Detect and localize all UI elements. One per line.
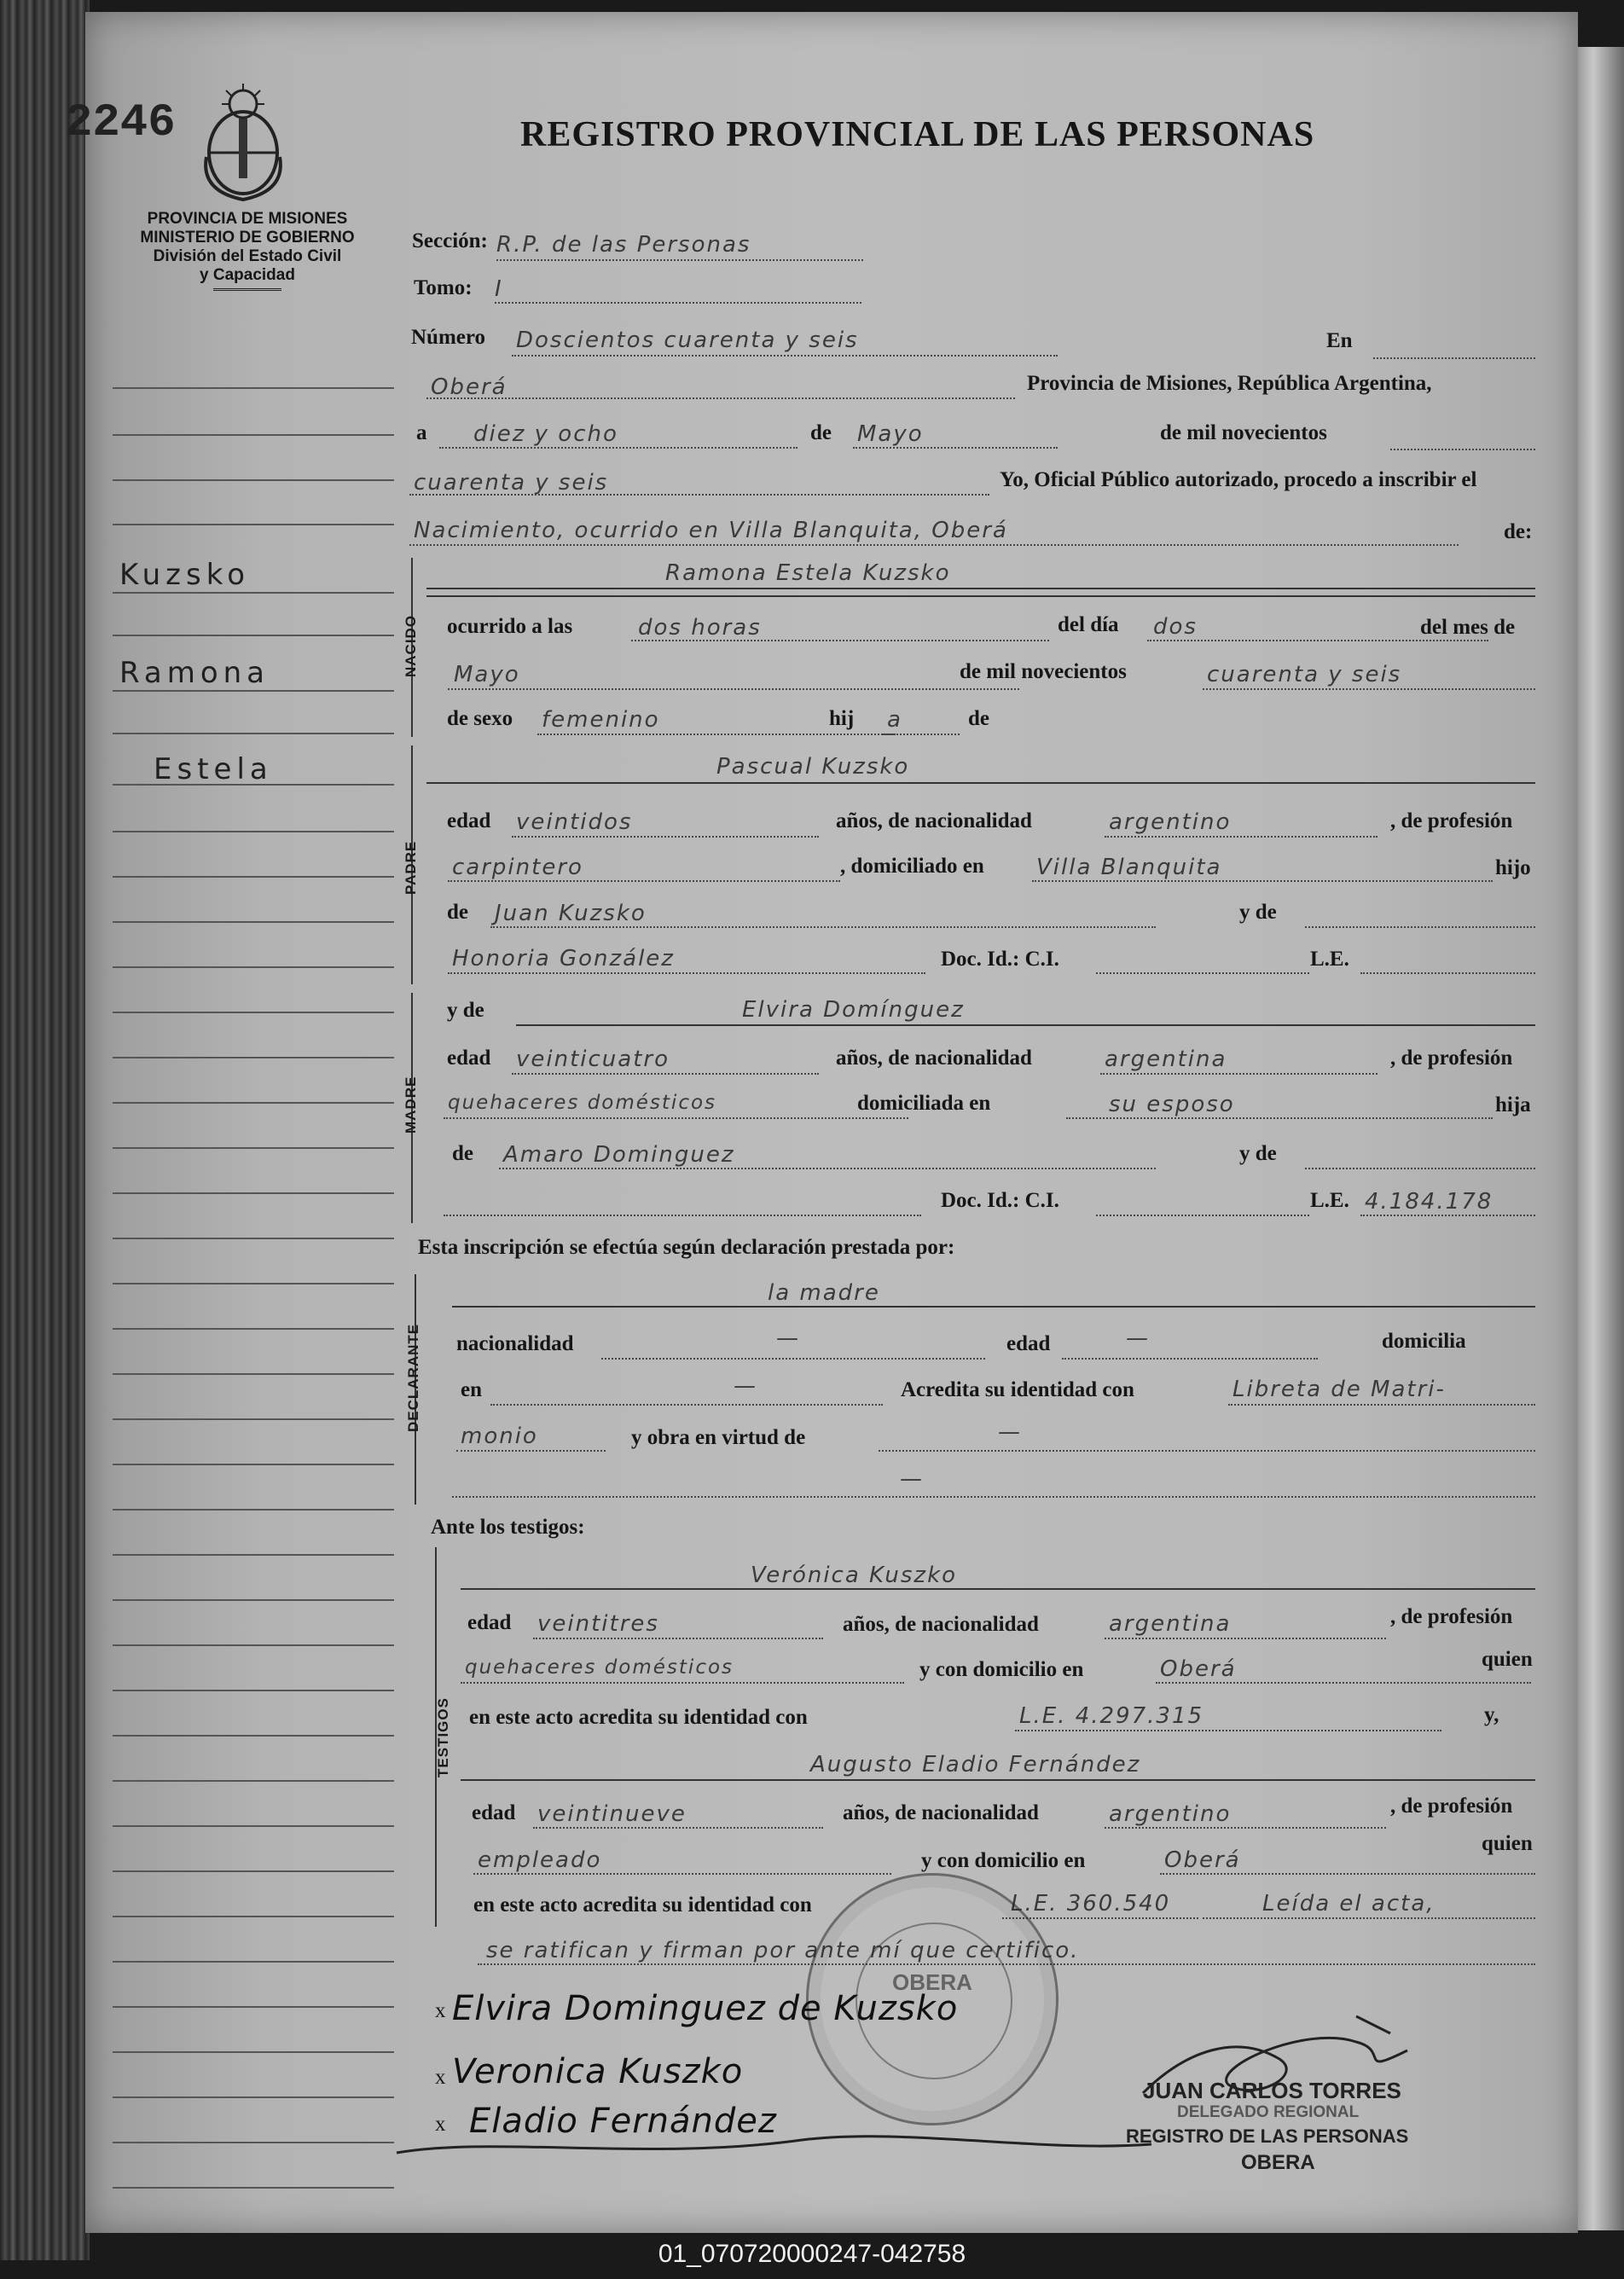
signature-1: Elvira Dominguez de Kuzsko (452, 1989, 959, 2028)
t1-quien-label: quien (1482, 1648, 1533, 1671)
hour-value: dos horas (638, 615, 762, 641)
ocurrido-label: ocurrido a las (447, 615, 573, 638)
t1-dom-value: Oberá (1160, 1656, 1237, 1682)
birth-month-line (448, 688, 1019, 690)
day-line (439, 447, 798, 449)
birth-day-value: dos (1153, 614, 1198, 640)
nacido-year-value: cuarenta y seis (1207, 662, 1402, 687)
madre-nac-value: argentina (1105, 1047, 1227, 1072)
margin-rule (113, 690, 394, 692)
padre-nac-line (1105, 836, 1378, 838)
t1-name-line (461, 1588, 1535, 1590)
agency-ministry: MINISTERIO DE GOBIERNO (140, 229, 355, 246)
t2-domicilio-label: y con domicilio en (921, 1849, 1086, 1872)
declarante-nac-dash: — (776, 1325, 800, 1351)
birth-day-line (1147, 640, 1488, 641)
signature-flourish-icon (392, 2119, 1160, 2170)
margin-rule (113, 2187, 394, 2189)
tomo-value: I (495, 276, 503, 302)
hij-line (883, 734, 960, 735)
agency-header (102, 210, 392, 291)
a-label: a (416, 421, 427, 444)
month-value: Mayo (857, 421, 924, 447)
margin-rule (113, 1735, 394, 1737)
t2-prof-line (473, 1873, 891, 1875)
margin-rule (113, 1238, 394, 1239)
padre-mother-value: Honoria González (452, 946, 675, 971)
margin-rule (113, 1057, 394, 1058)
declaracion-text: Esta inscripción se efectúa según declaración prestada por: (418, 1236, 955, 1259)
t2-prof-value: empleado (478, 1847, 602, 1873)
agency-province: PROVINCIA DE MISIONES (147, 210, 348, 228)
numero-value: Doscientos cuarenta y seis (516, 328, 859, 353)
margin-rule (113, 1690, 394, 1691)
numero-line (512, 355, 1058, 357)
obra-line (879, 1450, 1535, 1452)
madre-father-value: Amaro Dominguez (503, 1142, 735, 1168)
padre-edad-line (512, 836, 819, 838)
book-binding-edge (0, 0, 90, 2260)
year-line (1390, 449, 1535, 450)
acredita-label: Acredita su identidad con (901, 1378, 1134, 1401)
t2-profesion-label: , de profesión (1390, 1795, 1513, 1818)
madre-name: Elvira Domínguez (742, 997, 965, 1023)
seccion-value: R.P. de las Personas (496, 232, 751, 258)
padre-edad-label: edad (447, 809, 491, 832)
obra-line2 (452, 1496, 1535, 1498)
margin-rule (113, 1283, 394, 1284)
madre-y-de2-line (1305, 1168, 1535, 1169)
declarante-edad-line (1062, 1358, 1318, 1360)
padre-y-de-label: y de (1239, 901, 1277, 924)
en-label: En (1326, 329, 1353, 352)
obra-label: y obra en virtud de (631, 1426, 806, 1449)
padre-domicilio-line (1032, 880, 1493, 882)
t2-nac-value: argentino (1109, 1801, 1232, 1827)
t2-quien-label: quien (1482, 1832, 1533, 1855)
place-line (426, 397, 1015, 399)
sig2-prefix: x (435, 2066, 446, 2089)
madre-doc-label: Doc. Id.: C.I. (941, 1189, 1059, 1212)
nacido-year-line (1203, 688, 1535, 690)
t1-edad-line (533, 1638, 823, 1639)
margin-rule (113, 1373, 394, 1375)
t1-y-label: y, (1484, 1703, 1499, 1726)
padre-le-line (1360, 972, 1535, 974)
year-value: cuarenta y seis (414, 470, 609, 496)
declarante-en-dash: — (734, 1373, 757, 1399)
madre-y-de2-label: y de (1239, 1142, 1277, 1165)
madre-edad-label: edad (447, 1047, 491, 1070)
t2-name-line (461, 1779, 1535, 1781)
margin-rule (113, 733, 394, 734)
t1-name: Verónica Kuszko (751, 1563, 958, 1588)
padre-section-label: PADRE (403, 840, 419, 895)
madre-domicilio-line (1066, 1117, 1493, 1119)
margin-rule (113, 479, 394, 481)
image-id-caption: 01_070720000247-042758 (658, 2240, 966, 2268)
document-number: 2246 (65, 97, 176, 149)
t1-prof-value: quehaceres domésticos (465, 1656, 734, 1679)
madre-domicilio-label: domiciliada en (857, 1092, 991, 1115)
margin-rule (113, 784, 394, 786)
madre-le-value: 4.184.178 (1365, 1189, 1494, 1215)
padre-nac-value: argentino (1109, 809, 1232, 835)
seccion-line (496, 259, 863, 261)
event-value: Nacimiento, ocurrido en Villa Blanquita, Oberá (414, 518, 1008, 543)
nacido-de-label: de (968, 707, 989, 730)
t1-anos-label: años, de nacionalidad (843, 1613, 1039, 1636)
madre-profesion-label: , de profesión (1390, 1047, 1513, 1070)
margin-rule (113, 1102, 394, 1104)
margin-rule (113, 2142, 394, 2143)
register-page (65, 12, 1578, 2233)
t2-edad-value: veintinueve (537, 1801, 687, 1827)
nacido-name-line2 (426, 595, 1535, 597)
t1-nac-value: argentina (1109, 1611, 1232, 1637)
nacido-section-label: NACIDO (403, 614, 419, 677)
padre-de-label: de (447, 901, 468, 924)
madre-edad-value: veinticuatro (516, 1047, 670, 1072)
declarante-section-label: DECLARANTE (405, 1323, 421, 1432)
agency-underline (213, 288, 281, 291)
padre-edad-value: veintidos (516, 809, 633, 835)
margin-rule (113, 831, 394, 832)
declarante-nac-line (601, 1358, 985, 1360)
margin-rule (113, 1916, 394, 1917)
year-prefix: de mil novecientos (1160, 421, 1327, 444)
padre-hijo-label: hijo (1495, 856, 1531, 879)
madre-name-line (516, 1024, 1535, 1026)
birth-month-value: Mayo (454, 662, 520, 687)
padre-mother-line (448, 972, 925, 974)
margin-rule (113, 966, 394, 968)
padre-le-label: L.E. (1310, 948, 1349, 971)
t1-id-value: L.E. 4.297.315 (1019, 1703, 1204, 1729)
coat-of-arms-icon (196, 80, 290, 208)
month-line (853, 447, 1058, 449)
madre-hija-label: hija (1495, 1093, 1531, 1116)
madre-doc-line (1096, 1215, 1309, 1216)
agency-division: División del Estado Civil (153, 247, 342, 265)
numero-label: Número (411, 326, 486, 349)
t2-acredita-label: en este acto acredita su identidad con (473, 1893, 812, 1917)
en-line (1373, 357, 1535, 359)
t1-profesion-label: , de profesión (1390, 1605, 1513, 1628)
declarante-domicilia-label: domicilia (1382, 1330, 1466, 1353)
madre-domicilio-value: su esposo (1109, 1092, 1235, 1117)
day-value: diez y ocho (473, 421, 618, 447)
t1-prof-line (461, 1682, 904, 1684)
sig1-prefix: x (435, 1999, 446, 2022)
madre-le-line (1360, 1215, 1535, 1216)
margin-rule (113, 1599, 394, 1601)
margin-rule (113, 1554, 394, 1556)
madre-prof-value: quehaceres domésticos (448, 1092, 717, 1114)
madre-prof-line (444, 1117, 908, 1119)
closing-2: se ratifican y firman por ante mí que certifico. (486, 1938, 1080, 1963)
padre-father-value: Juan Kuzsko (495, 901, 647, 926)
hour-line (631, 640, 1049, 641)
declarante-name-line (452, 1306, 1535, 1308)
margin-rule (113, 876, 394, 878)
madre-de-label: de (452, 1142, 473, 1165)
margin-rule (113, 2051, 394, 2053)
t2-name: Augusto Eladio Fernández (810, 1752, 1141, 1777)
sexo-label: de sexo (447, 707, 513, 730)
padre-name: Pascual Kuzsko (716, 754, 910, 780)
margin-rule (113, 1780, 394, 1782)
t1-acredita-label: en este acto acredita su identidad con (469, 1706, 808, 1729)
t1-edad-label: edad (467, 1611, 512, 1634)
obra-dash2: — (900, 1466, 924, 1492)
nacido-name-line (426, 588, 1535, 589)
agency-capacity: y Capacidad (200, 266, 295, 284)
year-value-line (409, 494, 989, 496)
madre-edad-line (512, 1073, 819, 1075)
padre-domicilio-value: Villa Blanquita (1036, 855, 1222, 880)
province-text: Provincia de Misiones, República Argentina, (1027, 372, 1432, 395)
madre-y-de-label: y de (447, 999, 484, 1022)
padre-name-line (426, 782, 1535, 784)
padre-profesion-label: , de profesión (1390, 809, 1513, 832)
margin-rule (113, 921, 394, 923)
t1-dom-line (1156, 1682, 1531, 1684)
margin-rule (113, 1825, 394, 1827)
padre-anos-label: años, de nacionalidad (836, 809, 1032, 832)
signature-2: Veronica Kuszko (452, 2052, 744, 2091)
hij-label: hij (829, 707, 855, 730)
acredita-value2-line (456, 1450, 606, 1452)
margin-rule (113, 387, 394, 389)
official-office: REGISTRO DE LAS PERSONAS (1126, 2125, 1409, 2147)
book-page-edge (1573, 47, 1624, 2230)
event-line (409, 544, 1459, 546)
margin-rule (113, 434, 394, 436)
del-mes-label: del mes de (1420, 616, 1516, 639)
tomo-line (495, 302, 861, 304)
madre-father-line (499, 1168, 1156, 1169)
margin-rule (113, 1418, 394, 1420)
margin-rule (113, 1328, 394, 1330)
margin-first-name: Ramona (119, 656, 270, 690)
del-dia-label: del día (1058, 613, 1119, 636)
t2-nac-line (1105, 1827, 1386, 1829)
margin-middle-name: Estela (154, 752, 273, 786)
nacido-name: Ramona Estela Kuzsko (665, 560, 951, 586)
signature-3: Eladio Fernández (469, 2102, 777, 2141)
official-name: JUAN CARLOS TORRES (1143, 2078, 1401, 2103)
padre-father-line (490, 926, 1156, 928)
margin-rule (113, 1192, 394, 1194)
margin-rule (113, 1961, 394, 1963)
t2-id-line (1002, 1917, 1198, 1919)
margin-rule (113, 1012, 394, 1013)
t2-anos-label: años, de nacionalidad (843, 1801, 1039, 1824)
acredita-value: Libreta de Matri- (1232, 1377, 1446, 1402)
t2-dom-line (1160, 1873, 1535, 1875)
declarante-edad-label: edad (1006, 1332, 1051, 1355)
closing-1-line (1203, 1917, 1535, 1919)
madre-le-label: L.E. (1310, 1189, 1349, 1212)
margin-rule (113, 635, 394, 636)
declarante-en-line (490, 1404, 883, 1406)
margin-rule (113, 2096, 394, 2098)
official-role: DELEGADO REGIONAL (1177, 2103, 1360, 2121)
padre-y-de-line (1305, 926, 1535, 928)
tomo-label: Tomo: (414, 276, 473, 299)
t2-edad-line (533, 1827, 823, 1829)
sexo-line (537, 734, 896, 735)
ante-label: Ante los testigos: (431, 1516, 585, 1539)
acredita-value2: monio (461, 1424, 538, 1449)
padre-prof-value: carpintero (452, 855, 583, 880)
declarante-en-label: en (461, 1378, 482, 1401)
padre-doc-line (1096, 972, 1309, 974)
oficial-text: Yo, Oficial Público autorizado, procedo a inscribir el (1000, 468, 1477, 491)
margin-rule (113, 1644, 394, 1646)
stamp-text: OBERA (892, 1969, 972, 1995)
sig3-prefix: x (435, 2113, 446, 2136)
de-label: de (810, 421, 832, 444)
official-city: OBERA (1241, 2151, 1315, 2174)
nacido-year-prefix: de mil novecientos (960, 660, 1127, 683)
madre-section-label: MADRE (403, 1076, 419, 1134)
place-value: Oberá (431, 374, 508, 400)
t1-edad-value: veintitres (537, 1611, 659, 1637)
document-title: REGISTRO PROVINCIAL DE LAS PERSONAS (520, 115, 1315, 154)
t2-edad-label: edad (472, 1801, 516, 1824)
margin-rule (113, 1147, 394, 1149)
margin-rule (113, 592, 394, 594)
margin-rule (113, 524, 394, 525)
padre-prof-line (448, 880, 840, 882)
t1-nac-line (1105, 1638, 1386, 1639)
margin-surname: Kuzsko (119, 558, 250, 592)
margin-rule (113, 1464, 394, 1465)
t2-dom-value: Oberá (1164, 1847, 1241, 1873)
t2-id-value: L.E. 360.540 (1011, 1891, 1171, 1917)
closing-1: Leída el acta, (1262, 1891, 1436, 1917)
de-colon: de: (1504, 520, 1533, 543)
padre-domicilio-label: , domiciliado en (840, 855, 984, 878)
declarante-name: la madre (768, 1280, 880, 1306)
acredita-line (1228, 1404, 1535, 1406)
t1-domicilio-label: y con domicilio en (919, 1658, 1084, 1681)
sexo-value: femenino (542, 707, 660, 733)
hij-value: a (887, 707, 902, 733)
madre-nac-line (1100, 1073, 1378, 1075)
declarante-nac-label: nacionalidad (456, 1332, 574, 1355)
madre-doc-blank-line (444, 1215, 921, 1216)
margin-rule (113, 1870, 394, 1872)
margin-rule (113, 1509, 394, 1511)
madre-anos-label: años, de nacionalidad (836, 1047, 1032, 1070)
testigos-section-label: TESTIGOS (435, 1697, 451, 1777)
seccion-label: Sección: (412, 229, 488, 252)
obra-dash: — (998, 1419, 1022, 1445)
padre-doc-label: Doc. Id.: C.I. (941, 948, 1059, 971)
margin-rule (113, 2006, 394, 2008)
t1-id-line (1015, 1730, 1441, 1731)
declarante-edad-dash: — (1126, 1325, 1150, 1351)
